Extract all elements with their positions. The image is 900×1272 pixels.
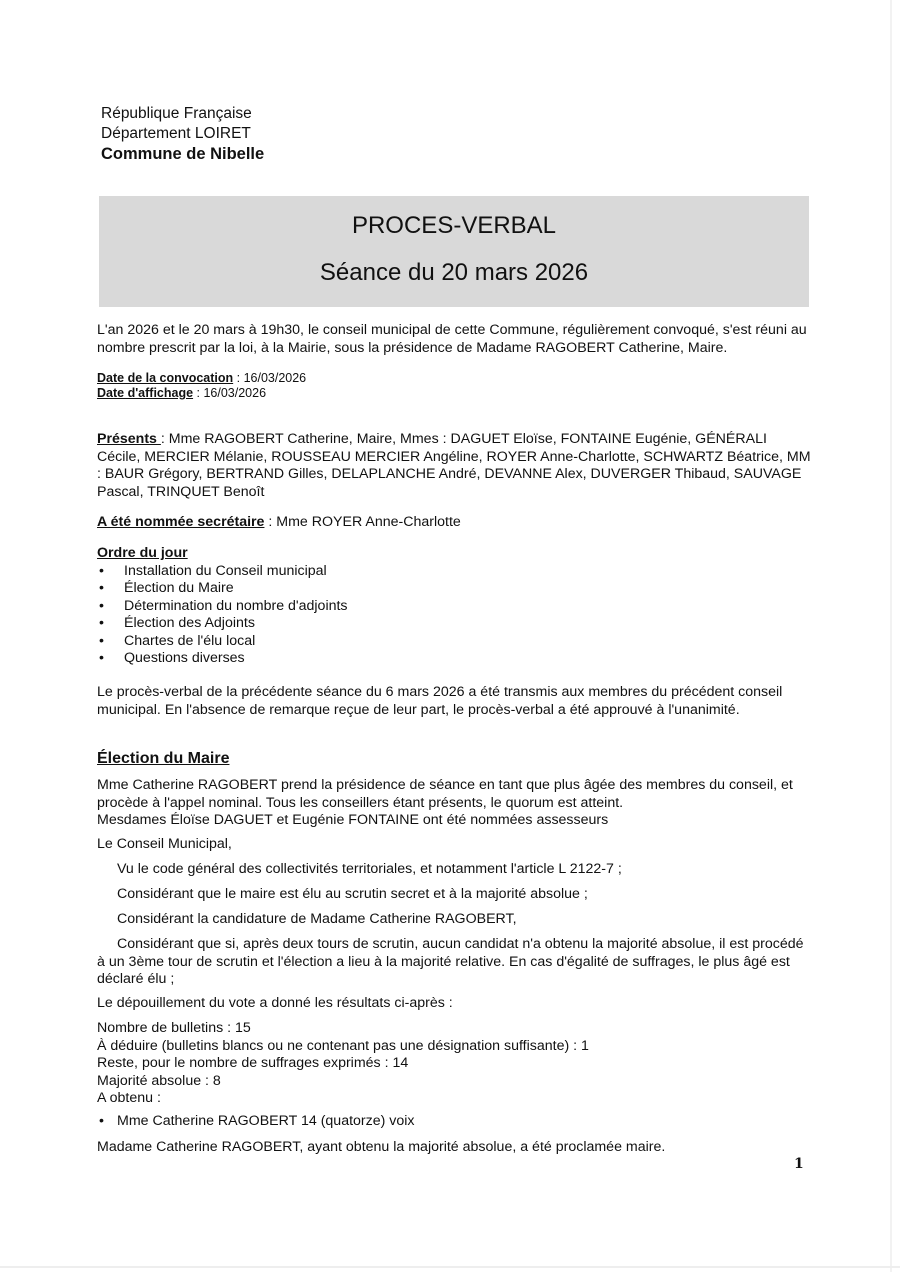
bullet-icon: •	[99, 632, 104, 649]
presents-text: : Mme RAGOBERT Catherine, Maire, Mmes : DAGUET Eloïse, FONTAINE Eugénie, GÉNÉRALI Cécile, MERCIER Mélanie, ROUSSEAU MERCIER Angéline, ROYER Anne-Charlotte, SCHWARTZ Béatrice, MM : BAUR Grégory, BERTRAND Gilles, DELAPLANCHE André, DEVANNE Alex, DUVERGER Thibaud, SAUVAGE Pascal, TRINQUET Benoît	[97, 431, 811, 500]
results-intro: Le dépouillement du vote a donné les résultats ci-après :	[97, 995, 453, 1011]
vu-line: Vu le code général des collectivités territoriales, et notamment l'article L 2122-7 ;	[117, 861, 622, 877]
bullet-icon: •	[99, 615, 104, 632]
page-edge	[890, 0, 892, 1272]
page-title: PROCES-VERBAL	[351, 212, 557, 239]
considerant-1: Considérant que le maire est élu au scrutin secret et à la majorité absolue ;	[117, 886, 588, 902]
considerant-3: Considérant que si, après deux tours de scrutin, aucun candidat n'a obtenu la majorité absolue, il est procédé à un 3ème tour de scrutin et l'élection a lieu à la majorité relative. En cas d'égalité de suffrages, le plus âgé est déclaré élu ;	[97, 936, 804, 987]
dates-block	[97, 371, 812, 401]
header-block	[101, 104, 264, 164]
title-box	[99, 196, 809, 307]
election-p1: Mme Catherine RAGOBERT prend la présidence de séance en tant que plus âgée des membres du conseil, et procède à l'appel nominal. Tous les conseillers étant présents, le quorum est atteint.	[97, 777, 793, 811]
bullet-icon: •	[99, 562, 104, 579]
agenda-block	[97, 545, 812, 668]
header-departement: Département LOIRET	[101, 125, 251, 142]
list-item: • Élection des Adjoints	[99, 615, 255, 632]
results-block	[97, 1020, 812, 1108]
affichage-label: Date d'affichage	[97, 386, 194, 400]
header-commune: Commune de Nibelle	[101, 145, 265, 163]
convocation-date	[97, 371, 812, 386]
intro-paragraph: L'an 2026 et le 20 mars à 19h30, le conseil municipal de cette Commune, régulièrement convoqué, s'est réuni au nombre prescrit par la loi, à la Mairie, sous la présidence de Madame RAGOBERT Catherine, Maire.	[97, 322, 807, 356]
session-date-title: Séance du 20 mars 2026	[319, 259, 589, 286]
council-line: Le Conseil Municipal,	[97, 836, 232, 852]
election-p2: Mesdames Éloïse DAGUET et Eugénie FONTAINE ont été nommées assesseurs	[97, 812, 609, 828]
previous-minutes-paragraph: Le procès-verbal de la précédente séance du 6 mars 2026 a été transmis aux membres du précédent conseil municipal. En l'absence de remarque reçue de leur part, le procès-verbal a été approuvé à l'unanimité.	[97, 684, 783, 718]
secretary-line	[97, 514, 812, 532]
affichage-date	[97, 386, 812, 401]
agenda-label: Ordre du jour	[97, 545, 188, 561]
agenda-list	[97, 563, 812, 669]
result-majorite: Majorité absolue : 8	[97, 1072, 221, 1089]
list-item: • Installation du Conseil municipal	[99, 562, 327, 579]
list-item: • Élection du Maire	[99, 580, 234, 597]
section-title-election: Élection du Maire	[97, 750, 230, 767]
bullet-icon: •	[99, 650, 104, 667]
bullet-icon: •	[99, 597, 104, 614]
bullet-icon: •	[99, 580, 104, 597]
list-item: • Mme Catherine RAGOBERT 14 (quatorze) voix	[99, 1113, 415, 1129]
result-deduire: À déduire (bulletins blancs ou ne contenant pas une désignation suffisante) : 1	[97, 1037, 589, 1054]
result-exprimes: Reste, pour le nombre de suffrages exprimés : 14	[97, 1055, 409, 1071]
result-bulletins: Nombre de bulletins : 15	[97, 1020, 251, 1036]
result-obtenu: A obtenu :	[97, 1090, 161, 1106]
considerant-2: Considérant la candidature de Madame Catherine RAGOBERT,	[117, 911, 517, 927]
page-bottom-edge	[0, 1266, 900, 1268]
bullet-icon: •	[99, 1113, 104, 1129]
conclusion: Madame Catherine RAGOBERT, ayant obtenu la majorité absolue, a été proclamée maire.	[97, 1139, 666, 1155]
page-number: 1	[794, 1156, 804, 1172]
list-item: • Questions diverses	[99, 650, 245, 667]
candidate-list	[97, 1113, 812, 1131]
secretary-text: : Mme ROYER Anne-Charlotte	[264, 514, 461, 530]
list-item: • Détermination du nombre d'adjoints	[99, 597, 348, 614]
presents-paragraph	[97, 431, 812, 501]
list-item: • Chartes de l'élu local	[99, 632, 256, 649]
header-republique: République Française	[101, 105, 252, 122]
presents-label: Présents	[97, 431, 161, 447]
convocation-value: : 16/03/2026	[233, 371, 307, 385]
affichage-value: : 16/03/2026	[193, 386, 267, 400]
secretary-label: A été nommée secrétaire	[97, 514, 265, 530]
convocation-label: Date de la convocation	[97, 371, 234, 385]
